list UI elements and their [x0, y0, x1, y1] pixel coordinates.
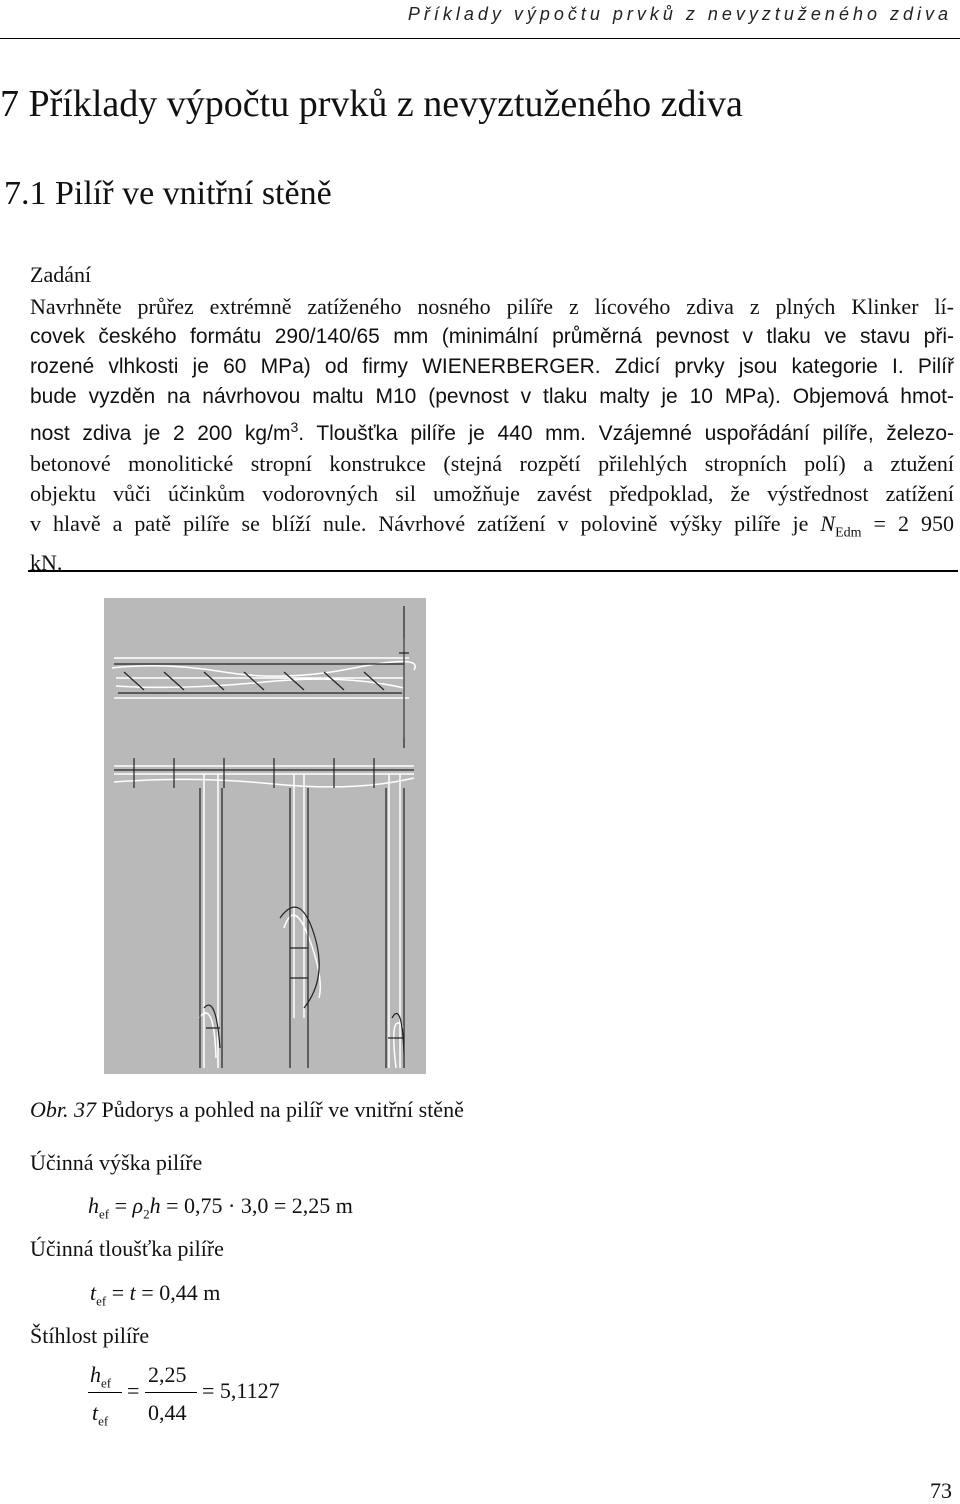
- running-head: Příklady výpočtu prvků z nevyztuženého zdiva: [407, 4, 952, 24]
- section-rule: [28, 570, 958, 572]
- equation-rhs: = 0,44 m: [135, 1280, 221, 1305]
- equals: =: [127, 1378, 140, 1403]
- paragraph-line: Navrhněte průřez extrémně zatíženého nosného pilíře z lícového zdiva z plných Klinker lí-: [30, 294, 954, 319]
- paragraph-line: bude vyzděn na návrhovou maltu M10 (pevnost v tlaku malty je 10 MPa). Objemová hmot-: [30, 385, 954, 408]
- symbol-n: N: [820, 511, 836, 536]
- equals: =: [109, 1193, 133, 1218]
- paragraph-text: = 2 950: [861, 511, 954, 536]
- equation-rhs: = 0,75 · 3,0 = 2,25 m: [160, 1193, 353, 1218]
- eff-thickness-equation: [90, 1280, 220, 1309]
- paragraph-line: covek českého formátu 290/140/65 mm (minimální průměrná pevnost v tlaku ve stavu při-: [30, 325, 954, 348]
- header-rule: [0, 38, 960, 39]
- paragraph-line: objektu vůči účinkům vodorovných sil umožňuje zavést předpoklad, že výstřednost zatížení: [30, 481, 954, 506]
- slenderness-denominator: [92, 1400, 108, 1429]
- caption-text: Půdorys a pohled na pilíř ve vnitřní stěně: [96, 1097, 464, 1122]
- subscript: 2: [143, 1206, 150, 1222]
- eff-height-label: Účinná výška pilíře: [30, 1150, 203, 1175]
- denominator-value: 0,44: [148, 1400, 187, 1425]
- subscript: ef: [101, 1375, 112, 1391]
- subscript: Edm: [835, 525, 862, 541]
- superscript: 3: [290, 419, 299, 435]
- task-label: Zadání: [30, 262, 92, 287]
- paragraph-line: betonové monolitické stropní konstrukce (stejná rozpětí přilehlých stropních polí) a ztužení: [30, 451, 954, 476]
- pillar-drawing: [104, 598, 426, 1074]
- caption-prefix: Obr. 37: [30, 1097, 97, 1122]
- symbol: t: [92, 1400, 99, 1425]
- slenderness-result: = 5,1127: [202, 1378, 280, 1403]
- task-paragraph: [30, 292, 954, 578]
- subscript: ef: [99, 1206, 110, 1222]
- subscript: ef: [96, 1293, 107, 1309]
- symbol: h: [90, 1362, 101, 1387]
- numerator-value: 2,25: [148, 1362, 187, 1387]
- paragraph-line: kN.: [30, 550, 63, 576]
- subscript: ef: [98, 1413, 109, 1429]
- paragraph-line: [30, 412, 954, 449]
- symbol: h: [149, 1193, 161, 1218]
- paragraph-line: rozené vlhkosti je 60 MPa) od firmy WIENERBERGER. Zdicí prvky jsou kategorie I. Pilíř: [30, 355, 954, 378]
- slenderness-numerator: [90, 1362, 111, 1391]
- paragraph-text: v hlavě a patě pilíře se blíží nule. Návrhové zatížení v polovině výšky pilíře je: [30, 511, 821, 536]
- symbol: ρ: [132, 1193, 144, 1218]
- fraction-line: [145, 1392, 197, 1393]
- section-title: 7.1 Pilíř ve vnitřní stěně: [4, 175, 332, 212]
- eff-thickness-label: Účinná tloušťka pilíře: [30, 1236, 224, 1261]
- pillar-figure: [104, 598, 426, 1074]
- slenderness-label: Štíhlost pilíře: [30, 1323, 150, 1348]
- symbol: h: [88, 1193, 99, 1218]
- eff-height-equation: [88, 1193, 353, 1222]
- paragraph-text: nost zdiva je 2 200 kg/m: [30, 422, 291, 445]
- paragraph-text: . Tloušťka pilíře je 440 mm. Vzájemné uspořádání pilíře, železo-: [298, 422, 954, 445]
- equals: =: [106, 1280, 130, 1305]
- fraction-line: [88, 1392, 122, 1393]
- chapter-title: 7 Příklady výpočtu prvků z nevyztuženého zdiva: [0, 83, 743, 125]
- symbol: t: [90, 1280, 97, 1305]
- paragraph-line: [30, 509, 954, 548]
- symbol: t: [129, 1280, 136, 1305]
- page-number: 73: [930, 1478, 952, 1503]
- figure-caption: [30, 1097, 464, 1123]
